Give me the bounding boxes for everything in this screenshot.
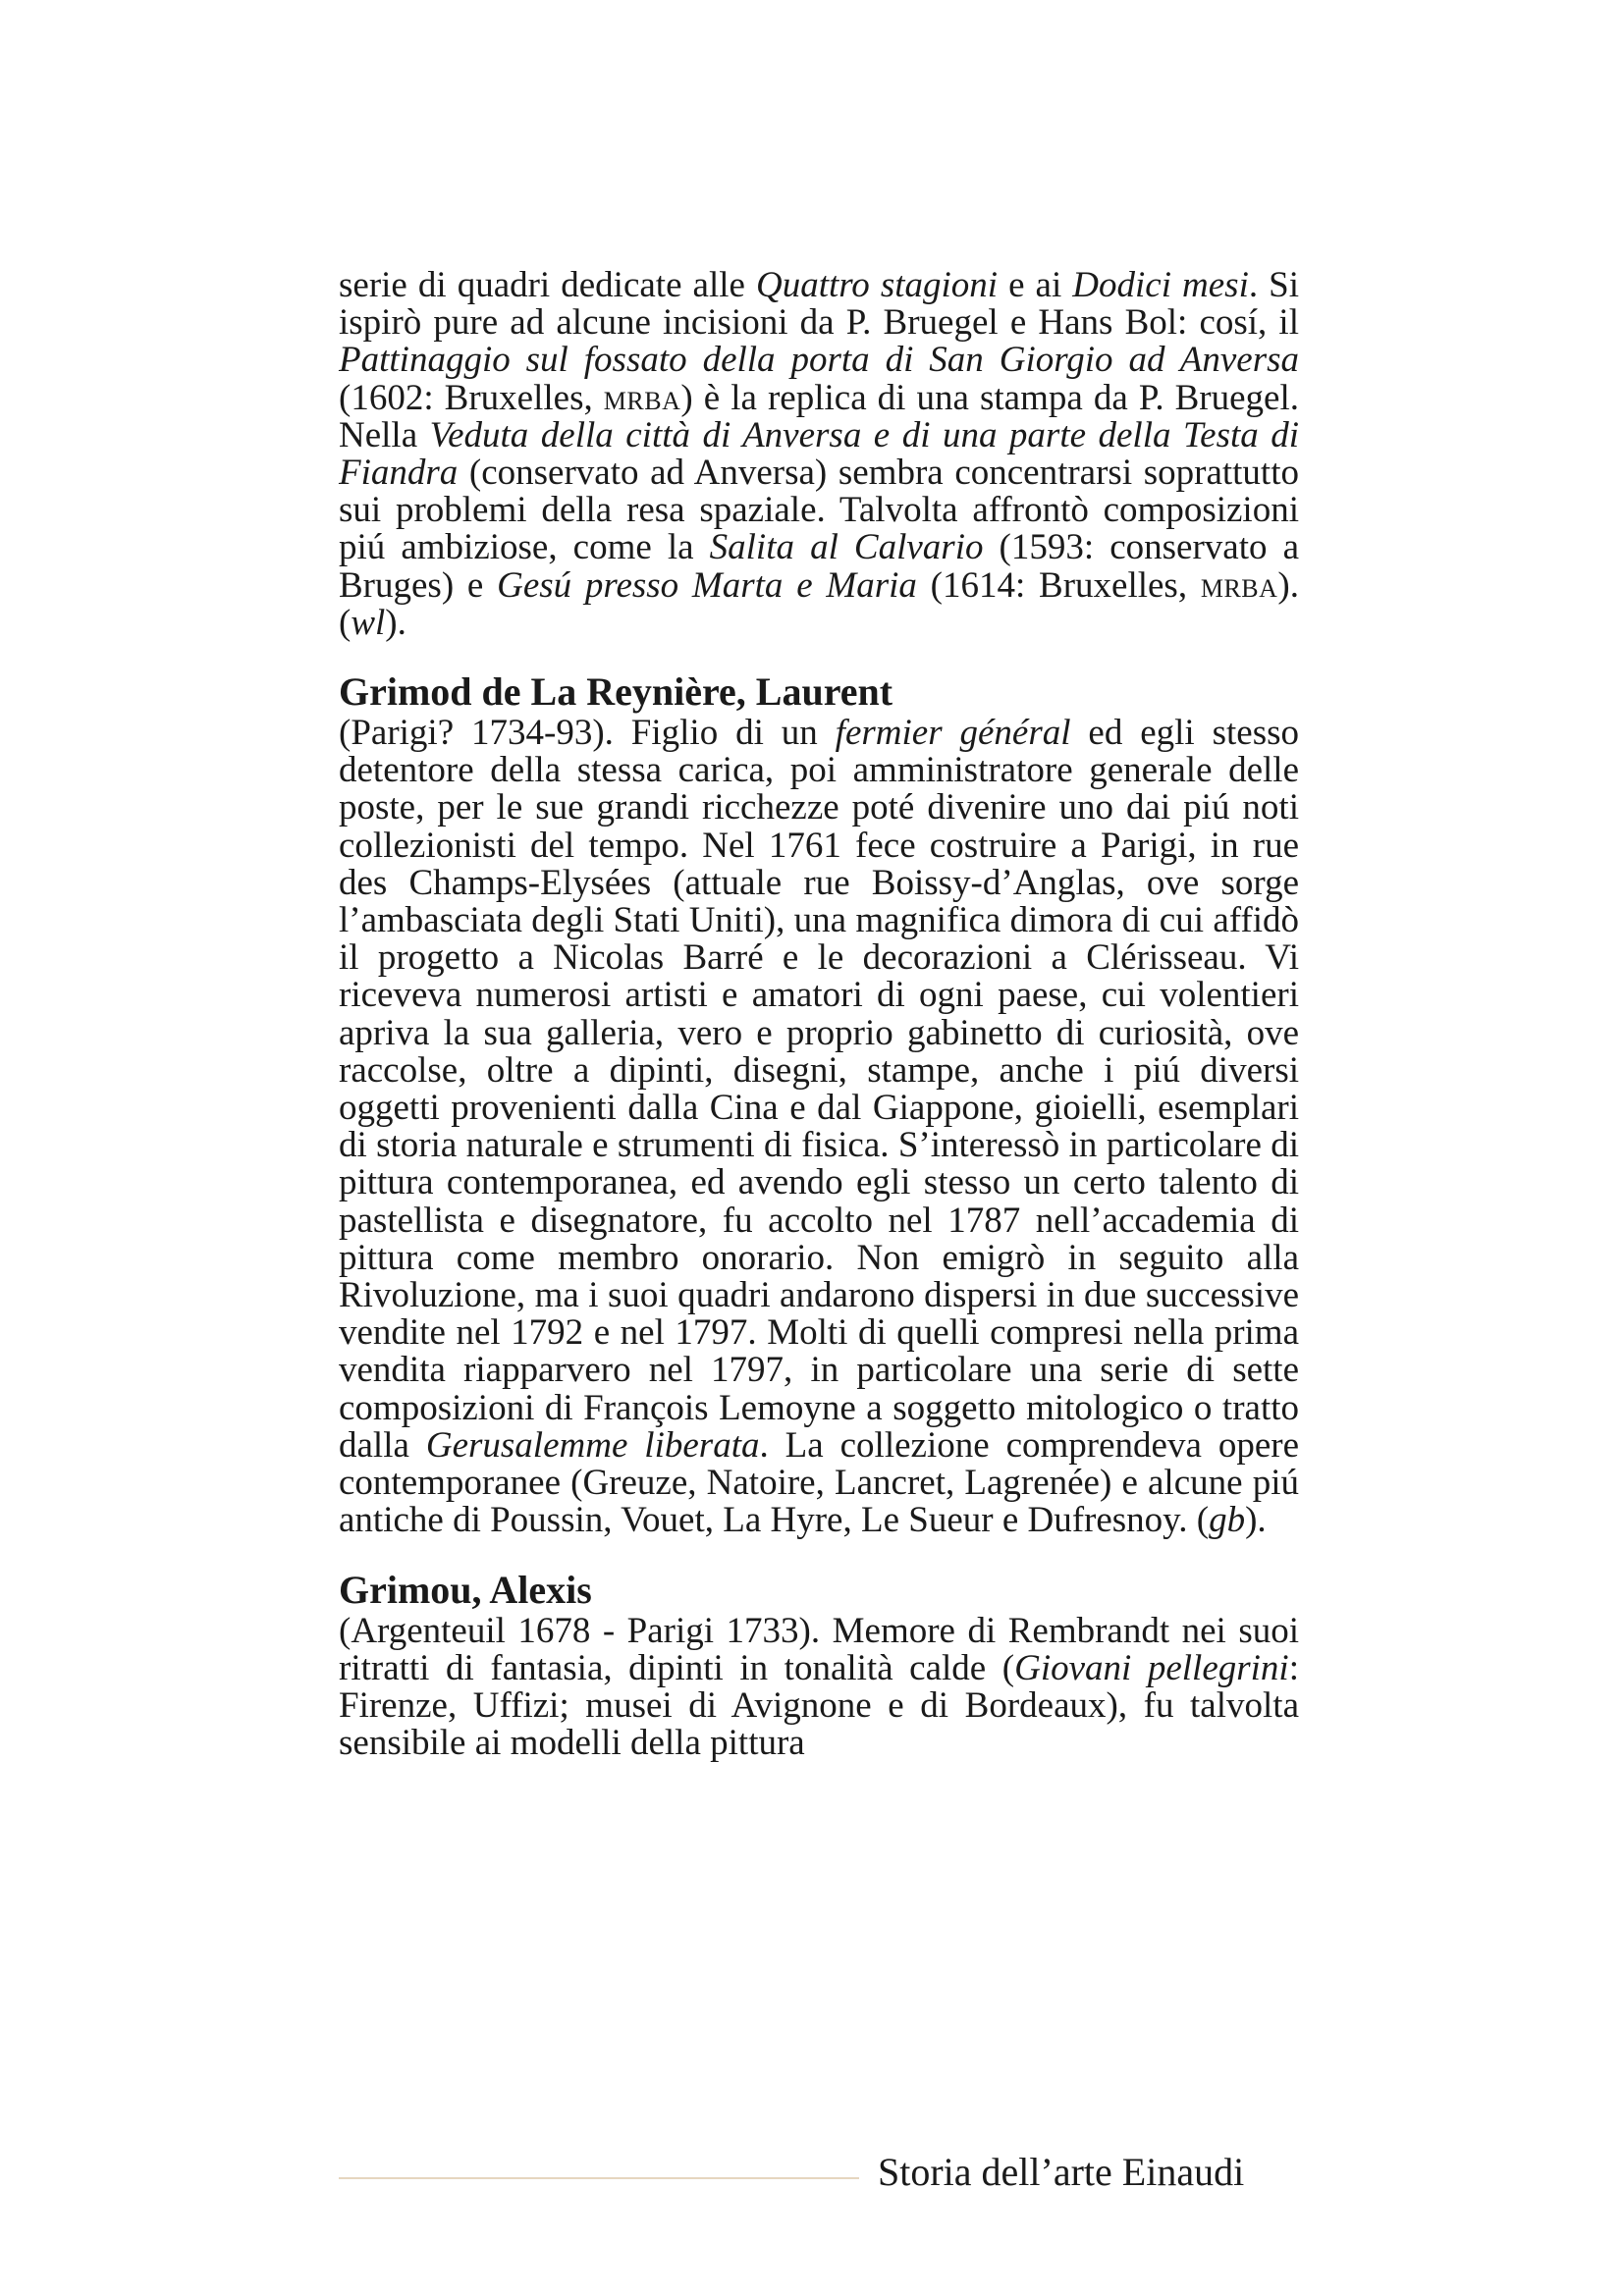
entry-grimod [339,669,1299,1539]
text-run: ). [1245,1500,1267,1541]
text-run: (1614: Bruxelles, [916,564,1201,606]
italic-run: Salita al Calvario [709,527,984,568]
italic-run: Giovani pellegrini [1014,1647,1289,1688]
text-run: ).( [339,564,1299,643]
entry-heading: Grimod de La Reynière, Laurent [339,669,893,715]
text-run: ). [385,602,406,643]
entry-grimou [339,1568,1299,1763]
italic-run: Pattinaggio sul fossato della porta di San Giorgio ad Anversa [339,340,1299,381]
text-run: (Parigi? 1734-93). Figlio di un [339,713,836,754]
text-run: ed egli stesso detentore della stessa carica, poi amministratore generale delle poste, per le sue grandi ricchezze poté divenire uno dai piú noti collezionisti del tempo. Nel 1761 fece costruire a Parigi, in rue des Champs-Elysées (attuale rue Boissy-d’Anglas, ove sorge l’ambasciata degli Stati Uniti), una magnifica dimora di cui affidò il progetto a Nicolas Barré e le decorazioni a Clérisseau. Vi riceveva numerosi artisti e amatori di ogni paese, cui volentieri apriva la sua galleria, vero e proprio gabinetto di curiosità, ove raccolse, oltre a dipinti, disegni, stampe, anche i piú diversi oggetti provenienti dalla Cina e dal Giappone, gioielli, esemplari di storia naturale e strumenti di fisica. S’interessò in particolare di pittura contemporanea, ed avendo egli stesso un certo talento di pastellista e disegnatore, fu accolto nel 1787 nell’accademia di pittura come membro onorario. Non emigrò in seguito alla Rivoluzione, ma i suoi quadri andarono dispersi in due successive vendite nel 1792 e nel 1797. Molti di quelli compresi nella prima vendita riapparvero nel 1797, in particolare una serie di sette composizioni di François Lemoyne a soggetto mitologico o tratto dalla [339,713,1299,1466]
text-run: (1602: Bruxelles, [339,377,604,418]
entry-heading: Grimou, Alexis [339,1567,592,1612]
italic-run: Veduta della città di Anversa e di una parte della Testa di Fiandra [339,414,1299,494]
text-run: (Argenteuil 1678 - Parigi 1733). Memore di Rembrandt nei suoi ritratti di fantasia, dipinti in tonalità calde ( [339,1610,1299,1688]
text-run: ) è la replica di una stampa da P. Bruegel. Nella [339,377,1300,455]
text-run: serie di quadri dedicate alle [339,265,756,305]
italic-run: Gerusalemme liberata [425,1424,760,1466]
italic-run: Quattro stagioni [755,265,999,305]
italic-run: gb [1209,1500,1246,1541]
text-run: (conservato ad Anversa) sembra concentrarsi soprattutto sui problemi della resa spaziale. Talvolta affrontò composizioni piú ambiziose, come la [339,453,1299,568]
text-run: : Firenze, Uffizi; musei di Avignone e di Bordeaux), fu talvolta sensibile ai modelli della pittura [339,1647,1299,1764]
text-run: . La collezione comprendeva opere contemporanee (Greuze, Natoire, Lancret, Lagrenée) e alcune piú antiche di Poussin, Vouet, La Hyre, Le Sueur e Dufresnoy. ( [339,1424,1299,1541]
text-run: . Si ispirò pure ad alcune incisioni da P. Bruegel e Hans Bol: cosí, il [339,265,1300,344]
intro-paragraph [339,267,1299,642]
smallcaps-run: mrba [603,377,681,418]
entry-body [339,715,1299,1539]
text-column [339,267,1299,1762]
text-run: e ai [998,265,1073,305]
italic-run: fermier général [835,713,1071,754]
italic-run: wl [351,602,386,643]
footer-title: Storia dell’arte Einaudi [878,2150,1245,2194]
italic-run: Gesú presso Marta e Maria [497,564,917,606]
entry-body [339,1610,1299,1764]
smallcaps-run: mrba [1200,564,1278,606]
footer-rule [339,2177,859,2179]
italic-run: Dodici mesi [1072,265,1249,305]
text-run: (1593: conservato a Bruges) e [339,527,1299,606]
